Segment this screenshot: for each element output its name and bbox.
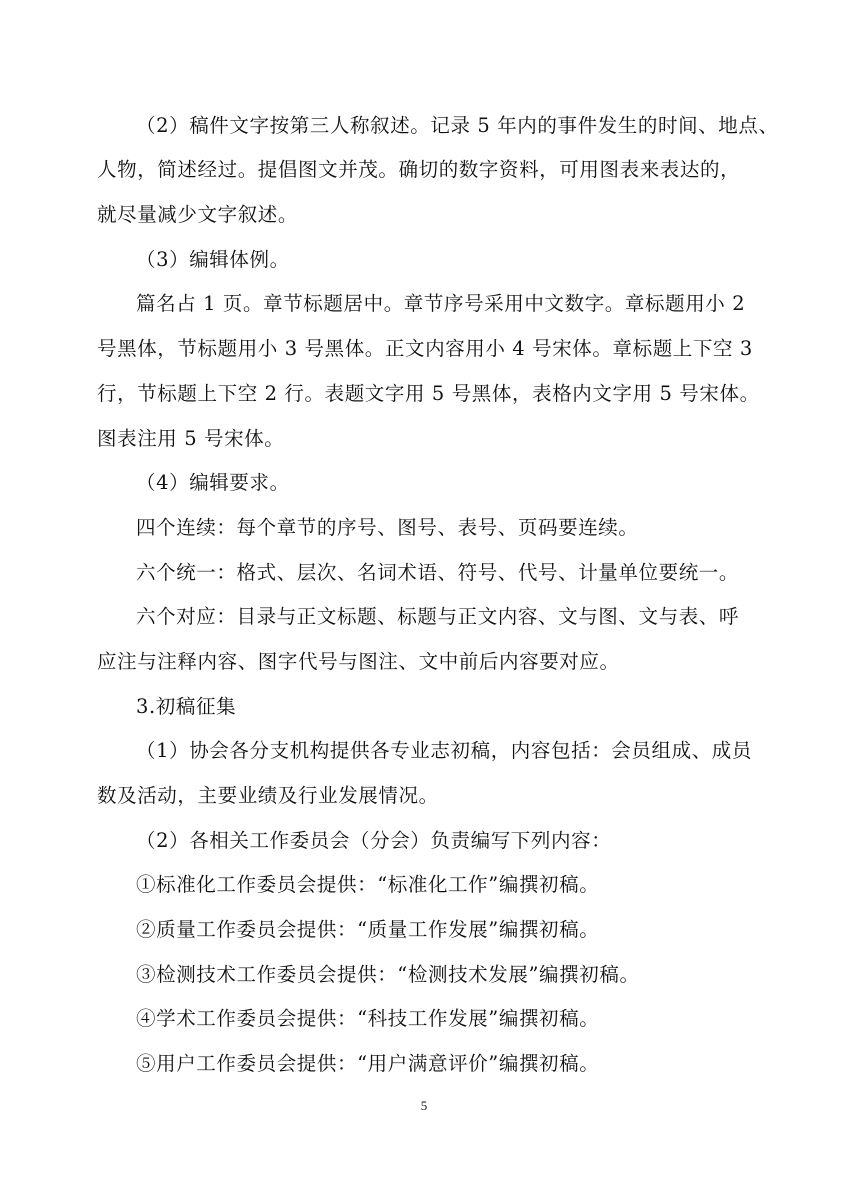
- text-line: （2）稿件文字按第三人称叙述。记录 5 年内的事件发生的时间、地点、: [136, 114, 779, 137]
- text-line: 行，节标题上下空 2 行。表题文字用 5 号黑体，表格内文字用 5 号宋体。: [97, 382, 760, 405]
- text-line: （2）各相关工作委员会（分会）负责编写下列内容：: [136, 829, 612, 852]
- text-line: 四个连续：每个章节的序号、图号、表号、页码要连续。: [136, 516, 639, 539]
- text-line: 人物，简述经过。提倡图文并茂。确切的数字资料，可用图表来表达的，: [97, 158, 741, 181]
- text-line: 六个对应：目录与正文标题、标题与正文内容、文与图、文与表、呼: [136, 605, 740, 628]
- text-line: 应注与注释内容、图字代号与图注、文中前后内容要对应。: [97, 650, 620, 673]
- list-item: ④学术工作委员会提供：“科技工作发展”编撰初稿。: [136, 1007, 600, 1030]
- list-item: ②质量工作委员会提供：“质量工作发展”编撰初稿。: [136, 918, 600, 941]
- text-line: （1）协会各分支机构提供各专业志初稿，内容包括：会员组成、成员: [136, 739, 753, 762]
- text-line: （3）编辑体例。: [136, 248, 290, 271]
- section-heading: 3.初稿征集: [136, 695, 237, 718]
- list-item: ⑤用户工作委员会提供：“用户满意评价”编撰初稿。: [136, 1052, 600, 1075]
- list-item: ③检测技术工作委员会提供：“检测技术发展”编撰初稿。: [136, 963, 640, 986]
- page-number: 5: [420, 1098, 428, 1113]
- text-line: 篇名占 1 页。章节标题居中。章节序号采用中文数字。章标题用小 2: [136, 292, 746, 315]
- text-line: 图表注用 5 号宋体。: [97, 427, 285, 450]
- text-line: 就尽量减少文字叙述。: [97, 203, 299, 226]
- text-line: 数及活动，主要业绩及行业发展情况。: [97, 784, 439, 807]
- text-line: 号黑体，节标题用小 3 号黑体。正文内容用小 4 号宋体。章标题上下空 3: [97, 337, 753, 360]
- text-line: 六个统一：格式、层次、名词术语、符号、代号、计量单位要统一。: [136, 561, 740, 584]
- list-item: ①标准化工作委员会提供：“标准化工作”编撰初稿。: [136, 873, 600, 896]
- text-line: （4）编辑要求。: [136, 471, 290, 494]
